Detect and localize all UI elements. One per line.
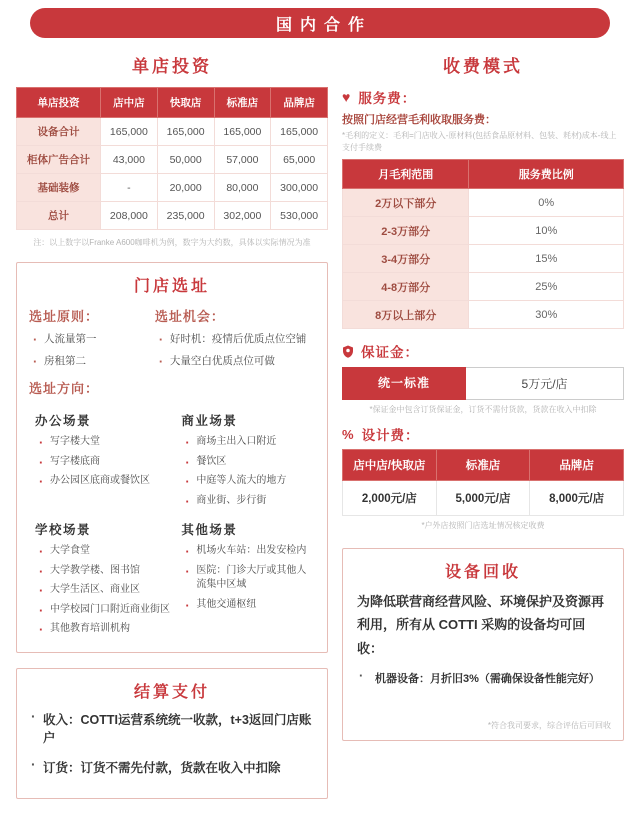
scene-heading: 商业场景 <box>181 414 238 429</box>
investment-table-header-row <box>17 88 328 118</box>
row-label: 设备合计 <box>17 118 101 146</box>
design-fee-value: 2,000元/店 <box>343 481 437 516</box>
location-opportunities <box>155 304 315 376</box>
fee-rate: 0% <box>469 189 624 217</box>
page-banner <box>30 8 610 38</box>
fee-rate: 15% <box>469 245 624 273</box>
principles-heading: 选址原则： <box>29 309 100 324</box>
cell-value: 208,000 <box>101 202 158 230</box>
gross-profit-range: 3-4万部分 <box>343 245 469 273</box>
list-item: · 写字楼大堂 <box>35 435 175 450</box>
table-row <box>343 217 624 245</box>
table-row <box>343 245 624 273</box>
list-item: · 房租第二 <box>29 354 155 369</box>
gross-profit-range: 2-3万部分 <box>343 217 469 245</box>
cell-value: 165,000 <box>101 118 158 146</box>
cell-value: 165,000 <box>214 118 271 146</box>
recycle-item: · 机器设备：月折旧3%（需确保设备性能完好） <box>355 670 611 686</box>
service-fee-col-header: 服务费比例 <box>469 160 624 189</box>
list-item: · 其他交通枢纽 <box>181 598 315 613</box>
design-fee-table <box>342 449 624 516</box>
list-item: · 中学校园门口附近商业街区 <box>35 603 175 618</box>
investment-table <box>16 87 328 230</box>
investment-col-header: 快取店 <box>157 88 214 118</box>
content-columns <box>0 38 640 814</box>
list-item: · 其他教育培训机构 <box>35 622 175 637</box>
service-fee-label: 服务费： <box>358 91 417 106</box>
deposit-heading <box>342 341 624 361</box>
cell-value: 165,000 <box>157 118 214 146</box>
design-fee-col-header: 店中店/快取店 <box>343 450 437 481</box>
table-row <box>17 118 328 146</box>
cell-value: 43,000 <box>101 146 158 174</box>
investment-section-title: 单店投资 <box>132 57 212 76</box>
list-item: · 大量空白优质点位可做 <box>155 354 315 369</box>
investment-col-header: 标准店 <box>214 88 271 118</box>
recycle-paragraph: 为降低联营商经营风险、环境保护及资源再利用，所有从 COTTI 采购的设备均可回收： <box>357 594 605 656</box>
cell-value: 65,000 <box>271 146 328 174</box>
service-fee-table <box>342 159 624 329</box>
heart-icon: ♥ <box>342 89 352 105</box>
table-row <box>343 189 624 217</box>
cell-value: 57,000 <box>214 146 271 174</box>
scene-office <box>35 404 175 513</box>
service-fee-heading <box>342 87 624 107</box>
deposit-standard-label: 统一标准 <box>342 367 466 400</box>
design-fee-header-row <box>343 450 624 481</box>
list-item: · 人流量第一 <box>29 332 155 347</box>
cell-value: 235,000 <box>157 202 214 230</box>
scene-heading: 其他场景 <box>181 523 238 538</box>
fee-rate: 10% <box>469 217 624 245</box>
deposit-bar <box>342 367 624 400</box>
scene-heading: 学校场景 <box>35 523 92 538</box>
design-fee-footnote: *户外店按照门店选址情况核定收费 <box>421 521 545 530</box>
deposit-footnote: *保证金中包含订货保证金，订货不需付货款，货款在收入中扣除 <box>369 405 597 414</box>
location-principles-opportunities <box>29 304 315 376</box>
cell-value: 530,000 <box>271 202 328 230</box>
cell-value: 80,000 <box>214 174 271 202</box>
cell-value: 50,000 <box>157 146 214 174</box>
service-fee-col-header: 月毛利范围 <box>343 160 469 189</box>
list-item: · 写字楼底商 <box>35 455 175 470</box>
list-item: · 好时机：疫情后优质点位空铺 <box>155 332 315 347</box>
row-label: 柜体广告合计 <box>17 146 101 174</box>
design-fee-col-header: 标准店 <box>436 450 530 481</box>
cell-value: 300,000 <box>271 174 328 202</box>
gross-profit-range: 8万以上部分 <box>343 301 469 329</box>
settlement-section-title: 结算支付 <box>133 683 210 701</box>
design-fee-heading <box>342 424 624 444</box>
scene-heading: 办公场景 <box>35 414 92 429</box>
fee-rate: 25% <box>469 273 624 301</box>
deposit-label: 保证金： <box>361 345 419 360</box>
service-fee-footnote: *毛利的定义：毛利=门店收入-原材料(包括食品原材料、包装、耗材)成本-线上支付手续费 <box>342 131 617 152</box>
scene-other <box>181 513 315 642</box>
list-item: · 商业街、步行街 <box>181 494 315 509</box>
banner-title: 国内合作 <box>275 16 372 34</box>
recycle-section <box>342 548 624 741</box>
percent-icon: % <box>342 426 355 442</box>
list-item: · 大学生活区、商业区 <box>35 583 175 598</box>
location-scenes <box>29 404 315 642</box>
investment-col-header: 品牌店 <box>271 88 328 118</box>
deposit-amount: 5万元/店 <box>466 367 624 400</box>
settlement-item: · 收入：COTTI运营系统统一收款，t+3返回门店账户 <box>29 710 315 746</box>
list-item: · 机场火车站：出发安检内 <box>181 544 315 559</box>
location-section-title: 门店选址 <box>133 278 210 295</box>
recycle-section-title: 设备回收 <box>444 564 521 581</box>
direction-heading: 选址方向： <box>29 381 100 397</box>
cell-value: 20,000 <box>157 174 214 202</box>
table-row <box>17 202 328 230</box>
investment-footnote: 注：以上数字以Franke A600咖啡机为例，数字为大约数，具体以实际情况为准 <box>33 238 311 247</box>
gross-profit-range: 4-8万部分 <box>343 273 469 301</box>
design-fee-label: 设计费： <box>361 428 420 443</box>
table-row <box>343 273 624 301</box>
list-item: · 医院：门诊大厅或其他人流集中区域 <box>181 564 315 593</box>
list-item: · 大学食堂 <box>35 544 175 559</box>
list-item: · 中庭等人流大的地方 <box>181 474 315 489</box>
cell-value: 165,000 <box>271 118 328 146</box>
list-item: · 餐饮区 <box>181 455 315 470</box>
settlement-section <box>16 668 328 799</box>
design-fee-col-header: 品牌店 <box>530 450 624 481</box>
table-row <box>17 174 328 202</box>
recycle-footnote: *符合我司要求，综合评估后可回收 <box>487 721 611 731</box>
list-item: · 办公园区底商或餐饮区 <box>35 474 175 489</box>
list-item: · 大学教学楼、图书馆 <box>35 564 175 579</box>
gross-profit-range: 2万以下部分 <box>343 189 469 217</box>
design-fee-value: 8,000元/店 <box>530 481 624 516</box>
list-item: · 商场主出入口附近 <box>181 435 315 450</box>
cell-value: - <box>101 174 158 202</box>
row-label: 基础装修 <box>17 174 101 202</box>
location-principles <box>29 304 155 376</box>
design-fee-value: 5,000元/店 <box>436 481 530 516</box>
settlement-item: · 订货：订货不需先付款，货款在收入中扣除 <box>29 758 315 776</box>
investment-col-header: 单店投资 <box>17 88 101 118</box>
fee-rate: 30% <box>469 301 624 329</box>
location-section <box>16 262 328 653</box>
table-row <box>343 301 624 329</box>
scene-school <box>35 513 175 642</box>
scene-commercial <box>181 404 315 513</box>
row-label: 总计 <box>17 202 101 230</box>
shield-icon <box>342 345 354 358</box>
charging-section-title: 收费模式 <box>443 57 523 76</box>
table-row <box>343 481 624 516</box>
service-fee-header-row <box>343 160 624 189</box>
opportunities-heading: 选址机会： <box>154 309 225 324</box>
table-row <box>17 146 328 174</box>
left-column <box>16 38 328 814</box>
investment-col-header: 店中店 <box>101 88 158 118</box>
cell-value: 302,000 <box>214 202 271 230</box>
right-column <box>342 38 624 814</box>
service-fee-subheading: 按照门店经营毛利收取服务费： <box>342 114 496 126</box>
